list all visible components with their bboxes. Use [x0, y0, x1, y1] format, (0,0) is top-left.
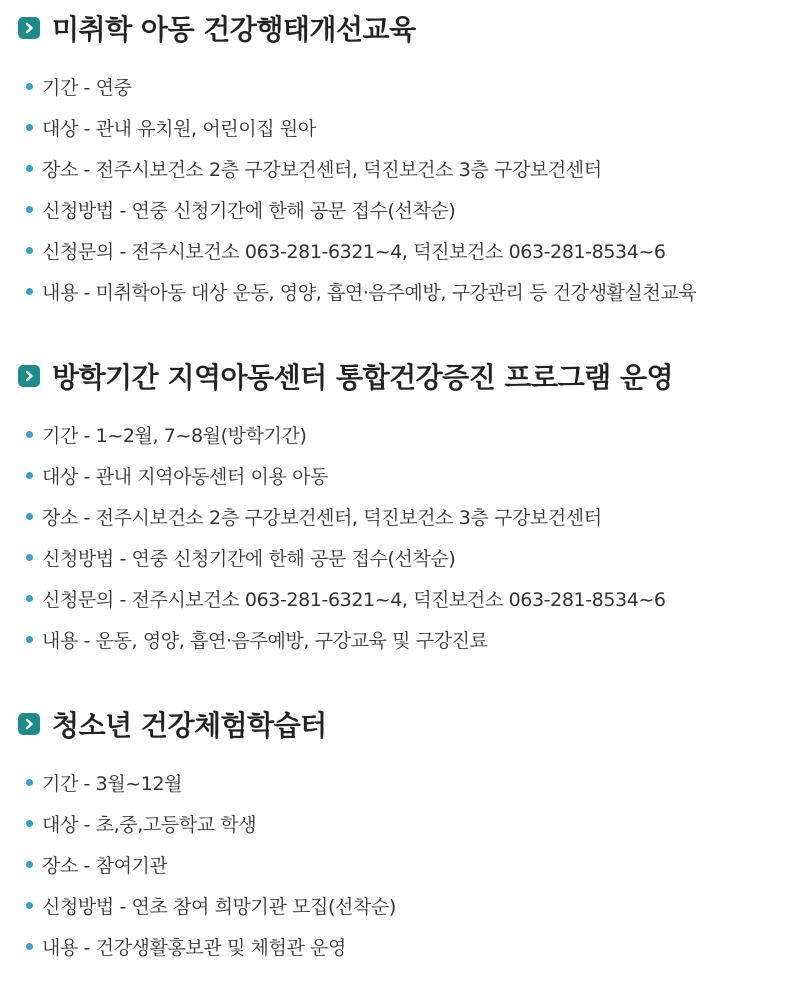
bullet-icon [26, 472, 33, 479]
item-text: 대상 - 관내 지역아동센터 이용 아동 [42, 466, 329, 488]
section-community-center-program [0, 356, 800, 660]
bullet-icon [26, 902, 33, 909]
item-text: 신청방법 - 연중 신청기간에 한해 공문 접수(선착순) [42, 548, 456, 570]
item-text: 신청문의 - 전주시보건소 063-281-6321~4, 덕진보건소 063-281-8534~6 [42, 589, 666, 611]
item-text: 장소 - 참여기관 [42, 855, 168, 877]
item-text: 대상 - 초,중,고등학교 학생 [42, 814, 257, 836]
list-item [26, 66, 800, 107]
item-text: 신청문의 - 전주시보건소 063-281-6321~4, 덕진보건소 063-281-8534~6 [42, 241, 666, 263]
bullet-icon [26, 636, 33, 643]
bullet-icon [26, 247, 33, 254]
bullet-icon [26, 165, 33, 172]
item-text: 내용 - 운동, 영양, 흡연·음주예방, 구강교육 및 구강진료 [42, 630, 488, 652]
item-text: 기간 - 1~2월, 7~8월(방학기간) [42, 425, 307, 447]
section-title: 청소년 건강체험학습터 [52, 709, 327, 742]
section-title: 미취학 아동 건강행태개선교육 [52, 13, 416, 46]
section-youth-health-experience [0, 704, 800, 967]
list-item [26, 762, 800, 803]
section-header [0, 704, 800, 744]
list-item [26, 189, 800, 230]
item-text: 신청방법 - 연초 참여 희망기관 모집(선착순) [42, 896, 396, 918]
list-item [26, 455, 800, 496]
section-header [0, 8, 800, 48]
item-text: 장소 - 전주시보건소 2층 구강보건센터, 덕진보건소 3층 구강보건센터 [42, 159, 602, 181]
bullet-icon [26, 124, 33, 131]
item-text: 내용 - 건강생활홍보관 및 체험관 운영 [42, 937, 346, 959]
bullet-icon [26, 861, 33, 868]
item-text: 기간 - 3월~12월 [42, 773, 183, 795]
list-item [26, 926, 800, 967]
bullet-icon [26, 513, 33, 520]
list-item [26, 271, 800, 312]
chevron-right-icon [18, 17, 40, 39]
bullet-icon [26, 779, 33, 786]
list-item [26, 885, 800, 926]
section-title: 방학기간 지역아동센터 통합건강증진 프로그램 운영 [52, 361, 674, 394]
list-item [26, 230, 800, 271]
list-item [26, 414, 800, 455]
section-header [0, 356, 800, 396]
list-item [26, 803, 800, 844]
chevron-right-icon [18, 365, 40, 387]
list-item [26, 844, 800, 885]
list-item [26, 107, 800, 148]
bullet-icon [26, 595, 33, 602]
info-list [0, 762, 800, 967]
item-text: 내용 - 미취학아동 대상 운동, 영양, 흡연·음주예방, 구강관리 등 건강생활실천교육 [42, 282, 697, 304]
list-item [26, 537, 800, 578]
bullet-icon [26, 83, 33, 90]
info-list [0, 414, 800, 660]
item-text: 기간 - 연중 [42, 77, 132, 99]
list-item [26, 619, 800, 660]
chevron-right-icon [18, 713, 40, 735]
bullet-icon [26, 554, 33, 561]
bullet-icon [26, 820, 33, 827]
item-text: 장소 - 전주시보건소 2층 구강보건센터, 덕진보건소 3층 구강보건센터 [42, 507, 602, 529]
item-text: 신청방법 - 연중 신청기간에 한해 공문 접수(선착순) [42, 200, 456, 222]
bullet-icon [26, 431, 33, 438]
bullet-icon [26, 206, 33, 213]
list-item [26, 496, 800, 537]
section-preschool-education [0, 8, 800, 312]
info-list [0, 66, 800, 312]
item-text: 대상 - 관내 유치원, 어린이집 원아 [42, 118, 316, 140]
bullet-icon [26, 288, 33, 295]
list-item [26, 148, 800, 189]
bullet-icon [26, 943, 33, 950]
list-item [26, 578, 800, 619]
